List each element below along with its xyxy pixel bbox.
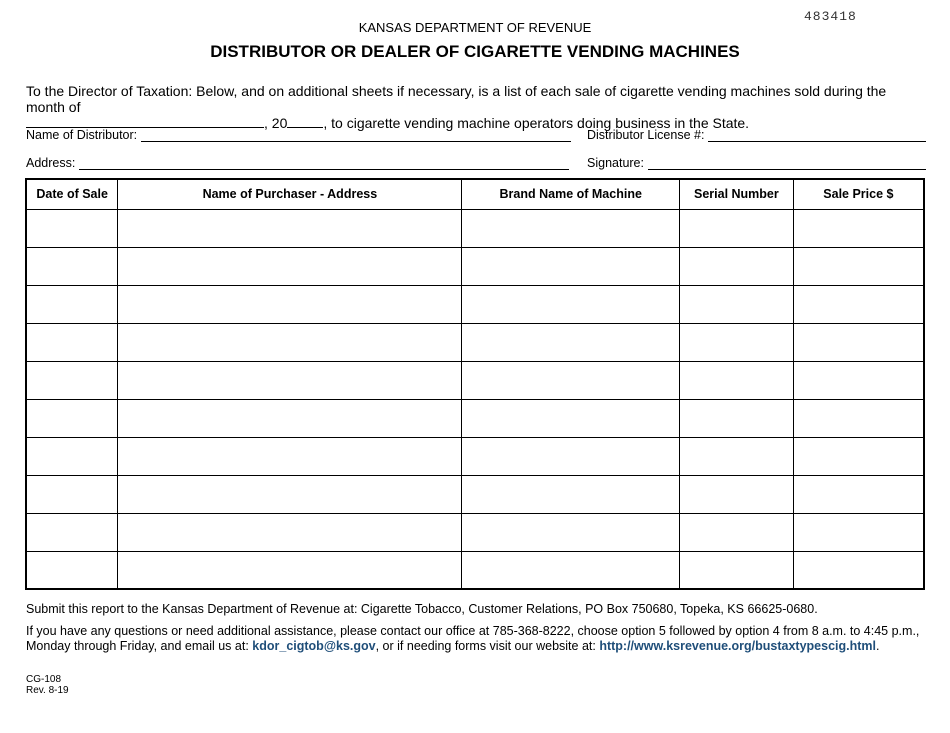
purchaser-address-cell[interactable] bbox=[118, 437, 462, 475]
form-id-block bbox=[26, 674, 69, 696]
year-blank[interactable] bbox=[287, 116, 323, 128]
sale-price-cell[interactable] bbox=[793, 551, 924, 589]
sale-price-cell[interactable] bbox=[793, 399, 924, 437]
table-row bbox=[26, 437, 924, 475]
table-row bbox=[26, 209, 924, 247]
date-of-sale-cell[interactable] bbox=[26, 285, 118, 323]
address-label: Address: bbox=[26, 156, 76, 170]
signature-row bbox=[587, 156, 926, 170]
table-row bbox=[26, 551, 924, 589]
month-blank[interactable] bbox=[26, 116, 264, 128]
serial-number-cell[interactable] bbox=[679, 209, 793, 247]
sales-table bbox=[25, 178, 925, 590]
serial-number-cell[interactable] bbox=[679, 361, 793, 399]
submit-instructions: Submit this report to the Kansas Department of Revenue at: Cigarette Tobacco, Customer Relations, PO Box 750680, Topeka, KS 66625-0680. bbox=[26, 602, 818, 616]
sale-price-cell[interactable] bbox=[793, 437, 924, 475]
brand-name-cell[interactable] bbox=[462, 285, 680, 323]
signature-field[interactable] bbox=[648, 159, 926, 170]
table-row bbox=[26, 361, 924, 399]
sale-price-cell[interactable] bbox=[793, 285, 924, 323]
intro-text-1: To the Director of Taxation: Below, and on additional sheets if necessary, is a list of each sale of cigarette vending machines sold during the month of bbox=[26, 83, 887, 115]
column-header-sale-price: Sale Price $ bbox=[793, 179, 924, 209]
distributor-license-row bbox=[587, 128, 926, 142]
form-title: DISTRIBUTOR OR DEALER OF CIGARETTE VENDING MACHINES bbox=[210, 42, 740, 61]
table-header-row bbox=[26, 179, 924, 209]
date-of-sale-cell[interactable] bbox=[26, 513, 118, 551]
table-row bbox=[26, 323, 924, 361]
sale-price-cell[interactable] bbox=[793, 513, 924, 551]
signature-label: Signature: bbox=[587, 156, 644, 170]
serial-number-cell[interactable] bbox=[679, 551, 793, 589]
purchaser-address-cell[interactable] bbox=[118, 323, 462, 361]
brand-name-cell[interactable] bbox=[462, 323, 680, 361]
department-name: KANSAS DEPARTMENT OF REVENUE bbox=[358, 20, 592, 35]
serial-number-cell[interactable] bbox=[679, 285, 793, 323]
name-of-distributor-row bbox=[26, 128, 571, 142]
purchaser-address-cell[interactable] bbox=[118, 361, 462, 399]
sale-price-cell[interactable] bbox=[793, 209, 924, 247]
intro-paragraph bbox=[26, 83, 926, 131]
brand-name-cell[interactable] bbox=[462, 437, 680, 475]
table-row bbox=[26, 285, 924, 323]
website-link[interactable]: http://www.ksrevenue.org/bustaxtypescig.html bbox=[599, 639, 877, 653]
purchaser-address-cell[interactable] bbox=[118, 209, 462, 247]
table-row bbox=[26, 513, 924, 551]
email-link[interactable]: kdor_cigtob@ks.gov bbox=[252, 639, 376, 653]
brand-name-cell[interactable] bbox=[462, 361, 680, 399]
serial-number-cell[interactable] bbox=[679, 513, 793, 551]
serial-number-cell[interactable] bbox=[679, 399, 793, 437]
purchaser-address-cell[interactable] bbox=[118, 551, 462, 589]
purchaser-address-cell[interactable] bbox=[118, 247, 462, 285]
distributor-license-field[interactable] bbox=[708, 131, 926, 142]
purchaser-address-cell[interactable] bbox=[118, 285, 462, 323]
purchaser-address-cell[interactable] bbox=[118, 513, 462, 551]
date-of-sale-cell[interactable] bbox=[26, 475, 118, 513]
form-code: CG-108 bbox=[26, 674, 62, 685]
purchaser-address-cell[interactable] bbox=[118, 475, 462, 513]
contact-text-1: If you have any questions or need additional assistance, please contact our office at 785-368-8222, choose option 5 followed by option 4 from 8 a.m. to 4:45 p.m., Monday through Friday, and email us at: bbox=[26, 624, 920, 653]
contact-paragraph bbox=[26, 624, 931, 654]
date-of-sale-cell[interactable] bbox=[26, 399, 118, 437]
column-header-purchaser-address: Name of Purchaser - Address bbox=[118, 179, 462, 209]
address-row bbox=[26, 156, 569, 170]
table-row bbox=[26, 475, 924, 513]
date-of-sale-cell[interactable] bbox=[26, 361, 118, 399]
contact-text-end: . bbox=[876, 639, 880, 653]
purchaser-address-cell[interactable] bbox=[118, 399, 462, 437]
sale-price-cell[interactable] bbox=[793, 475, 924, 513]
date-of-sale-cell[interactable] bbox=[26, 247, 118, 285]
brand-name-cell[interactable] bbox=[462, 551, 680, 589]
table-row bbox=[26, 399, 924, 437]
serial-number-cell[interactable] bbox=[679, 247, 793, 285]
serial-number-cell[interactable] bbox=[679, 323, 793, 361]
year-prefix: , 20 bbox=[264, 115, 288, 131]
intro-text-2: , to cigarette vending machine operators doing business in the State. bbox=[323, 115, 750, 131]
table-row bbox=[26, 247, 924, 285]
name-of-distributor-field[interactable] bbox=[141, 131, 571, 142]
date-of-sale-cell[interactable] bbox=[26, 437, 118, 475]
address-field[interactable] bbox=[79, 159, 569, 170]
date-of-sale-cell[interactable] bbox=[26, 209, 118, 247]
serial-number-cell[interactable] bbox=[679, 437, 793, 475]
brand-name-cell[interactable] bbox=[462, 209, 680, 247]
form-number: 483418 bbox=[804, 9, 857, 24]
distributor-license-label: Distributor License #: bbox=[587, 128, 705, 142]
name-of-distributor-label: Name of Distributor: bbox=[26, 128, 138, 142]
brand-name-cell[interactable] bbox=[462, 247, 680, 285]
column-header-serial-number: Serial Number bbox=[679, 179, 793, 209]
brand-name-cell[interactable] bbox=[462, 513, 680, 551]
serial-number-cell[interactable] bbox=[679, 475, 793, 513]
brand-name-cell[interactable] bbox=[462, 475, 680, 513]
form-revision: Rev. 8-19 bbox=[26, 685, 69, 696]
sale-price-cell[interactable] bbox=[793, 247, 924, 285]
date-of-sale-cell[interactable] bbox=[26, 323, 118, 361]
date-of-sale-cell[interactable] bbox=[26, 551, 118, 589]
contact-text-2: , or if needing forms visit our website at: bbox=[375, 639, 600, 653]
column-header-date-of-sale: Date of Sale bbox=[26, 179, 118, 209]
sale-price-cell[interactable] bbox=[793, 323, 924, 361]
column-header-brand-name: Brand Name of Machine bbox=[462, 179, 680, 209]
sale-price-cell[interactable] bbox=[793, 361, 924, 399]
brand-name-cell[interactable] bbox=[462, 399, 680, 437]
